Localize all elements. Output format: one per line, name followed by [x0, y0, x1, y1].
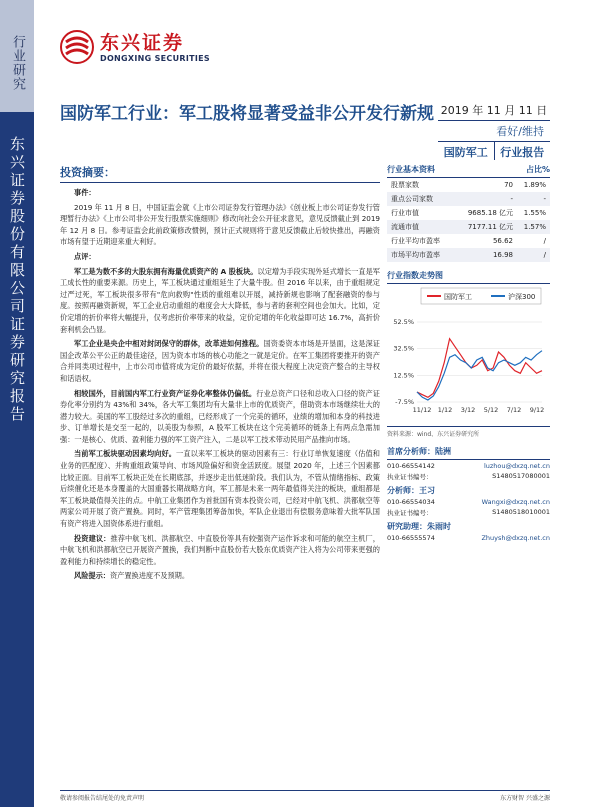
chart-source: 资料来源：wind、东兴证券研究所: [387, 426, 550, 438]
legend-label: 沪深300: [508, 293, 536, 301]
p2-text: 国资委资本市场是开垦面，这是深证国企改革公平公正的最佳途径，因为资本市场的核心功能之一就是定价。在军工集团将要推开的资产合并同类项过程中，上市公司市值将成为定价的最好依据，并将在很大程度上决定资产整合的主导权和话语权。: [60, 339, 380, 383]
analyst-email[interactable]: Wangxi@dxzq.net.cn: [481, 498, 550, 506]
footer-disclaimer: 敬请参阅报告结尾处的免责声明: [60, 795, 145, 802]
p2-bold: 军工企业是央企中相对封闭保守的群体，改革进如何推程。: [74, 339, 264, 349]
series-line: [417, 339, 542, 398]
cell-label: 流通市值: [391, 223, 419, 231]
cell-value: 70: [504, 181, 513, 189]
analyst-contact: [387, 534, 550, 542]
analyst-contact: [387, 498, 550, 506]
summary-body: [60, 184, 380, 585]
analyst-email[interactable]: Zhuysh@dxzq.net.cn: [481, 534, 550, 542]
date-box: [438, 102, 550, 160]
x-tick-label: 7/12: [506, 406, 522, 414]
p3-text: 行业总资产口径和总收入口径的资产证券化率分别约为 43%和 34%，各大军工集团均有大量非上市的优质资产，借助资本市场继续壮大的潜力较大。美国的军工股经过多次的重组，已经形成了一个完美的循环，业绩的增加和本身的科技进步、订单增长是交至一起的，以美股为参照，A 股军工板块在这个完美循环的链条上有两点急需加强：一是核心、优质、盈利能力强的军工资产注入，二是以军工技术带动民用产品推向市场。: [60, 388, 380, 444]
risk-paragraph: [60, 570, 380, 582]
p5-text: 推荐中航飞机、洪都航空、中直股份等具有较强资产运作诉求和可能的航空主机厂，中航飞机和洪都航空已开展资产置换，我们判断中直股份若大股东优质资产注入将为公司带来更强的盈利能力和持续增长的稳定性。: [60, 533, 380, 566]
right-column: [387, 164, 550, 542]
side-category: 行业研究: [0, 0, 34, 112]
cell-share: 1.55%: [523, 209, 546, 217]
company-logo: [60, 30, 210, 64]
chart-heading: 行业指数走势图: [387, 270, 550, 284]
license-number: S1480518010001: [492, 508, 550, 516]
analyst-phone: 010-66554034: [387, 498, 435, 506]
x-tick-label: 11/12: [412, 406, 432, 414]
logo-en: DONGXING SECURITIES: [100, 53, 210, 63]
logo-mark-icon: [60, 30, 94, 64]
cell-label: 市场平均市盈率: [391, 251, 440, 259]
x-tick-label: 3/12: [460, 406, 476, 414]
cell-value: 9685.18 亿元: [467, 209, 513, 217]
cell-label: 股票家数: [391, 181, 419, 189]
table-row: [387, 248, 550, 262]
x-tick-label: 9/12: [529, 406, 545, 414]
risk-label: 风险提示：: [74, 571, 110, 581]
cell-value: -: [510, 195, 513, 203]
industry-table-head: [387, 164, 550, 178]
table-row: [387, 220, 550, 234]
page-footer: [60, 790, 550, 802]
cell-value: 56.62: [492, 237, 513, 245]
cell-label: 行业平均市盈率: [391, 237, 440, 245]
x-tick-label: 1/12: [437, 406, 453, 414]
report-date: 2019 年 11 月 11 日: [438, 102, 550, 121]
analyst-phone: 010-66555574: [387, 534, 435, 542]
industry-table-share: 占比%: [525, 165, 550, 174]
analyst-license: [387, 508, 550, 517]
index-chart-svg: [387, 284, 550, 424]
y-tick-label: 12.5%: [393, 371, 414, 380]
cell-value: 7177.11 亿元: [467, 223, 513, 231]
license-number: S1480517080001: [492, 472, 550, 480]
cell-share: /: [543, 237, 546, 245]
industry-table-title: 行业基本资料: [387, 165, 435, 174]
analyst-phone: 010-66554142: [387, 462, 435, 470]
p1-text: 以定增为手段实现外延式增长一直是军工成长性的重要来源。历史上，军工板块通过重组延生了大量牛股。但 2016 年以来，由于重组规定过严过死，军工板块很多带有"危向救购"性质的重组难以开展，减持新规也影响了配套融资的参与度。按照再融资新规，军工企业启动重组的难度会大大降低，参与者的套利空间也会加大。比如，定价定增的折价率将大幅提升，仅考虑折价率带来的收益，定价定增的年化收益即可达 16.7%，高折价套利机会凸显。: [60, 266, 380, 334]
y-tick-label: 32.5%: [393, 344, 414, 353]
p5-label: 投资建议：: [74, 533, 111, 543]
risk-text: 资产置换进度不及预期。: [109, 571, 190, 581]
analyst-email[interactable]: luzhou@dxzq.net.cn: [483, 462, 550, 470]
analysts-heading: 首席分析师：陆洲: [387, 446, 550, 460]
analyst-license: [387, 472, 550, 481]
cell-label: 重点公司家数: [391, 195, 433, 203]
analyst-contact: [387, 462, 550, 470]
side-company: 东兴证券股份有限公司证券研究报告: [0, 112, 34, 807]
analyst-name: 分析师：王习: [387, 486, 435, 495]
paragraph-5: [60, 533, 380, 568]
tag-type: 行业报告: [500, 146, 545, 159]
cell-value: 16.98: [492, 251, 513, 259]
event-text: 2019 年 11 月 8 日，中国证监会就《上市公司证券发行管理办法》《创业板上市公司证券发行管理暂行办法》《上市公司非公开发行股票实施细则》修改向社会公开征求意见，意见反馈截止到 2019 年 12 月 8 日。参考证监会此前政策修改惯例，预计正式规则将于意见反馈截止后较快推出，再融资市场有望于近期迎来重大利好。: [60, 202, 380, 247]
assistant-name: 研究助理：朱雨时: [387, 522, 451, 531]
p3-bold: 相较国外，目前国内军工行业资产证券化率整体仍偏低。: [74, 388, 257, 398]
table-row: [387, 234, 550, 248]
cell-share: 1.89%: [523, 181, 546, 189]
cell-label: 行业市值: [391, 209, 419, 217]
x-tick-label: 5/12: [483, 406, 499, 414]
side-band: [0, 0, 34, 807]
paragraph-2: [60, 338, 380, 384]
index-chart: [387, 284, 550, 424]
analysts-list: [387, 462, 550, 542]
y-tick-label: -7.5%: [395, 398, 414, 406]
paragraph-4: [60, 448, 380, 529]
summary-heading: 投资摘要：: [60, 164, 380, 183]
paragraph-1: [60, 266, 380, 336]
p4-bold: 当前军工板块驱动因素均向好。: [74, 449, 177, 459]
license-label: 执业证书编号：: [387, 509, 433, 517]
p4-text: 一直以来军工板块的驱动因素有三：行业订单恢复速度（估值和业务的匹配度）、并购重组政策导向、市场风险偏好和资金活跃度。展望 2020 年，上述三个因素都比较正面。目前军工板块正处在长期底部，并逐步走出低迷阶段。我们认为，不管从情绪指标、政策后续催化还是本身覆盖的大国重器长期战略方向，军工都是未来一两年最值得关注的板块，重组都是军工板块最值得关注的点。中航工业集团作为首批国有资本投资公司，已经对中航飞机、洪都航空等两家公司开展了资产置换。同时，军产管理集团筹备加快，军队企业退出有偿服务意味着大批军队国有资产将进入国资体系进行重组。: [60, 449, 380, 529]
cell-share: 1.57%: [523, 223, 546, 231]
paragraph-3: [60, 388, 380, 446]
y-tick-label: 52.5%: [393, 318, 414, 326]
tag-industry: 国防军工: [438, 142, 495, 160]
report-title: 国防军工行业：军工股将显著受益非公开发行新规: [60, 104, 434, 124]
industry-table: [387, 178, 550, 262]
license-label: 执业证书编号：: [387, 473, 433, 481]
table-row: [387, 206, 550, 220]
p1-bold: 军工是为数不多的大股东拥有海量优质资产的 A 股板块。: [74, 266, 258, 276]
comment-label: 点评：: [74, 251, 96, 261]
legend-label: 国防军工: [444, 293, 472, 301]
table-row: [387, 192, 550, 206]
logo-cn: 东兴证券: [100, 31, 185, 54]
cell-share: /: [543, 251, 546, 259]
rating: 看好/维持: [438, 121, 550, 142]
event-label: 事件：: [74, 188, 96, 197]
cell-share: -: [543, 195, 546, 203]
table-row: [387, 178, 550, 192]
footer-slogan: 东方财智 兴盛之源: [500, 795, 550, 802]
